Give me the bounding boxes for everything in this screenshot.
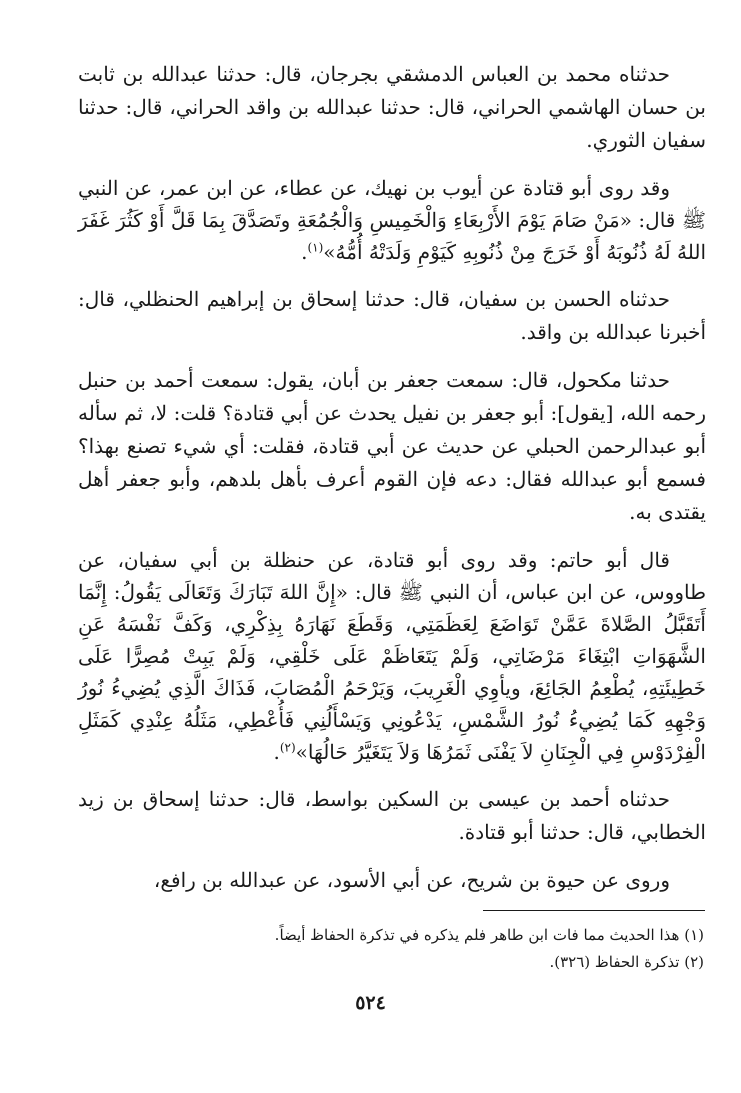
paragraph-3: حدثناه الحسن بن سفيان، قال: حدثنا إسحاق بن إبراهيم الحنظلي، قال: أخبرنا عبدالله بن واقد. xyxy=(78,287,706,344)
paragraph-6: حدثناه أحمد بن عيسى بن السكين بواسط، قال: حدثنا إسحاق بن زيد الخطابي، قال: حدثنا أبو قتادة. xyxy=(78,787,706,844)
footnote-2: (٢) تذكرة الحفاظ (٣٢٦). xyxy=(549,953,704,971)
paragraph-4: حدثنا مكحول، قال: سمعت جعفر بن أبان، يقول: سمعت أحمد بن حنبل رحمه الله، [يقول]: أبو جعفر بن نفيل يحدث عن أبي قتادة؟ قلت: لا، ثم سأله أبو عبدالرحمن الحبلي عن حديث عن أبي قتادة، فقلت: أي شيء تصنع بهذا؟ فسمع أبو عبدالله فقال: دعه فإن القوم أعرف بأهل بلدهم، وأبو جعفر أهل يقتدى به. xyxy=(78,368,706,524)
page-number: ٥٢٤ xyxy=(355,992,386,1014)
paragraph-5-text: قال أبو حاتم: وقد روى أبو قتادة، عن حنظلة بن أبي سفيان، عن طاووس، عن ابن عباس، أن النبي ﷺ قال: «إِنَّ اللهَ تَبَارَكَ وَتَعَالَى يَقُولُ: إِنَّمَا أَتَقَبَّلُ الصَّلاةَ عَمَّنْ تَوَاضَعَ لِعَظَمَتِي، وَقَطَعَ نَهَارَهُ بِذِكْرِي، وَكَفَّ نَفْسَهُ عَنِ الشَّهَوَاتِ ابْتِغَاءَ مَرْضَاتِي، وَلَمْ يَتَعَاظَمْ عَلَى خَلْقِي، وَلَمْ يَبِتْ مُصِرًّا عَلَى خَطِيئَتِهِ، يُطْعِمُ الجَائِعَ، ويأوِي الْغَرِيبَ، وَيَرْحَمُ الْمُصَابَ، فَذَاكَ الَّذِي يُضِيءُ نُورُ وَجْهِهِ كَمَا يُضِيءُ نُورُ الشَّمْسِ، يَدْعُونِي وَيَسْأَلُنِي فَأُعْطِي، مَثَلُهُ عِنْدِي كَمَثَلِ الْفِرْدَوْسِ فِي الْجِنَانِ لاَ يَفْنَى ثَمَرُهَا وَلاَ يَتَغَيَّرُ حَالُهَا» xyxy=(78,548,706,764)
footnote-1: (١) هذا الحديث مما فات ابن طاهر فلم يذكره في تذكرة الحفاظ أيضاً. xyxy=(274,926,704,944)
paragraph-5 xyxy=(78,544,706,768)
paragraph-2-text: وقد روى أبو قتادة عن أيوب بن نهيك، عن عطاء، عن ابن عمر، عن النبي ﷺ قال: «مَنْ صَامَ يَوْمَ الأَرْبِعَاءِ وَالْخَمِيسِ وَالْجُمُعَةِ وتَصَدَّقَ بِمَا قَلَّ أَوْ كَثُرَ غَفَرَ اللهُ لَهُ ذُنُوبَهُ أَوْ خَرَجَ مِنْ ذُنُوبِهِ كَيَوْمِ وَلَدَتْهُ أُمُّهُ» xyxy=(78,176,706,264)
paragraph-1: حدثناه محمد بن العباس الدمشقي بجرجان، قال: حدثنا عبدالله بن ثابت بن حسان الهاشمي الحراني، قال: حدثنا عبدالله بن واقد الحراني، قال: حدثنا سفيان الثوري. xyxy=(78,62,706,152)
footnote-ref-1[interactable]: (١) xyxy=(307,240,324,255)
paragraph-7: وروى عن حيوة بن شريح، عن أبي الأسود، عن عبدالله بن رافع، xyxy=(153,868,670,892)
footnotes xyxy=(78,922,704,976)
page-body xyxy=(78,58,706,912)
paragraph-2-end: . xyxy=(301,240,308,264)
footnote-ref-2[interactable]: (٢) xyxy=(279,740,296,755)
footnote-divider xyxy=(483,910,705,911)
paragraph-2 xyxy=(78,172,706,268)
paragraph-5-end: . xyxy=(273,740,280,764)
